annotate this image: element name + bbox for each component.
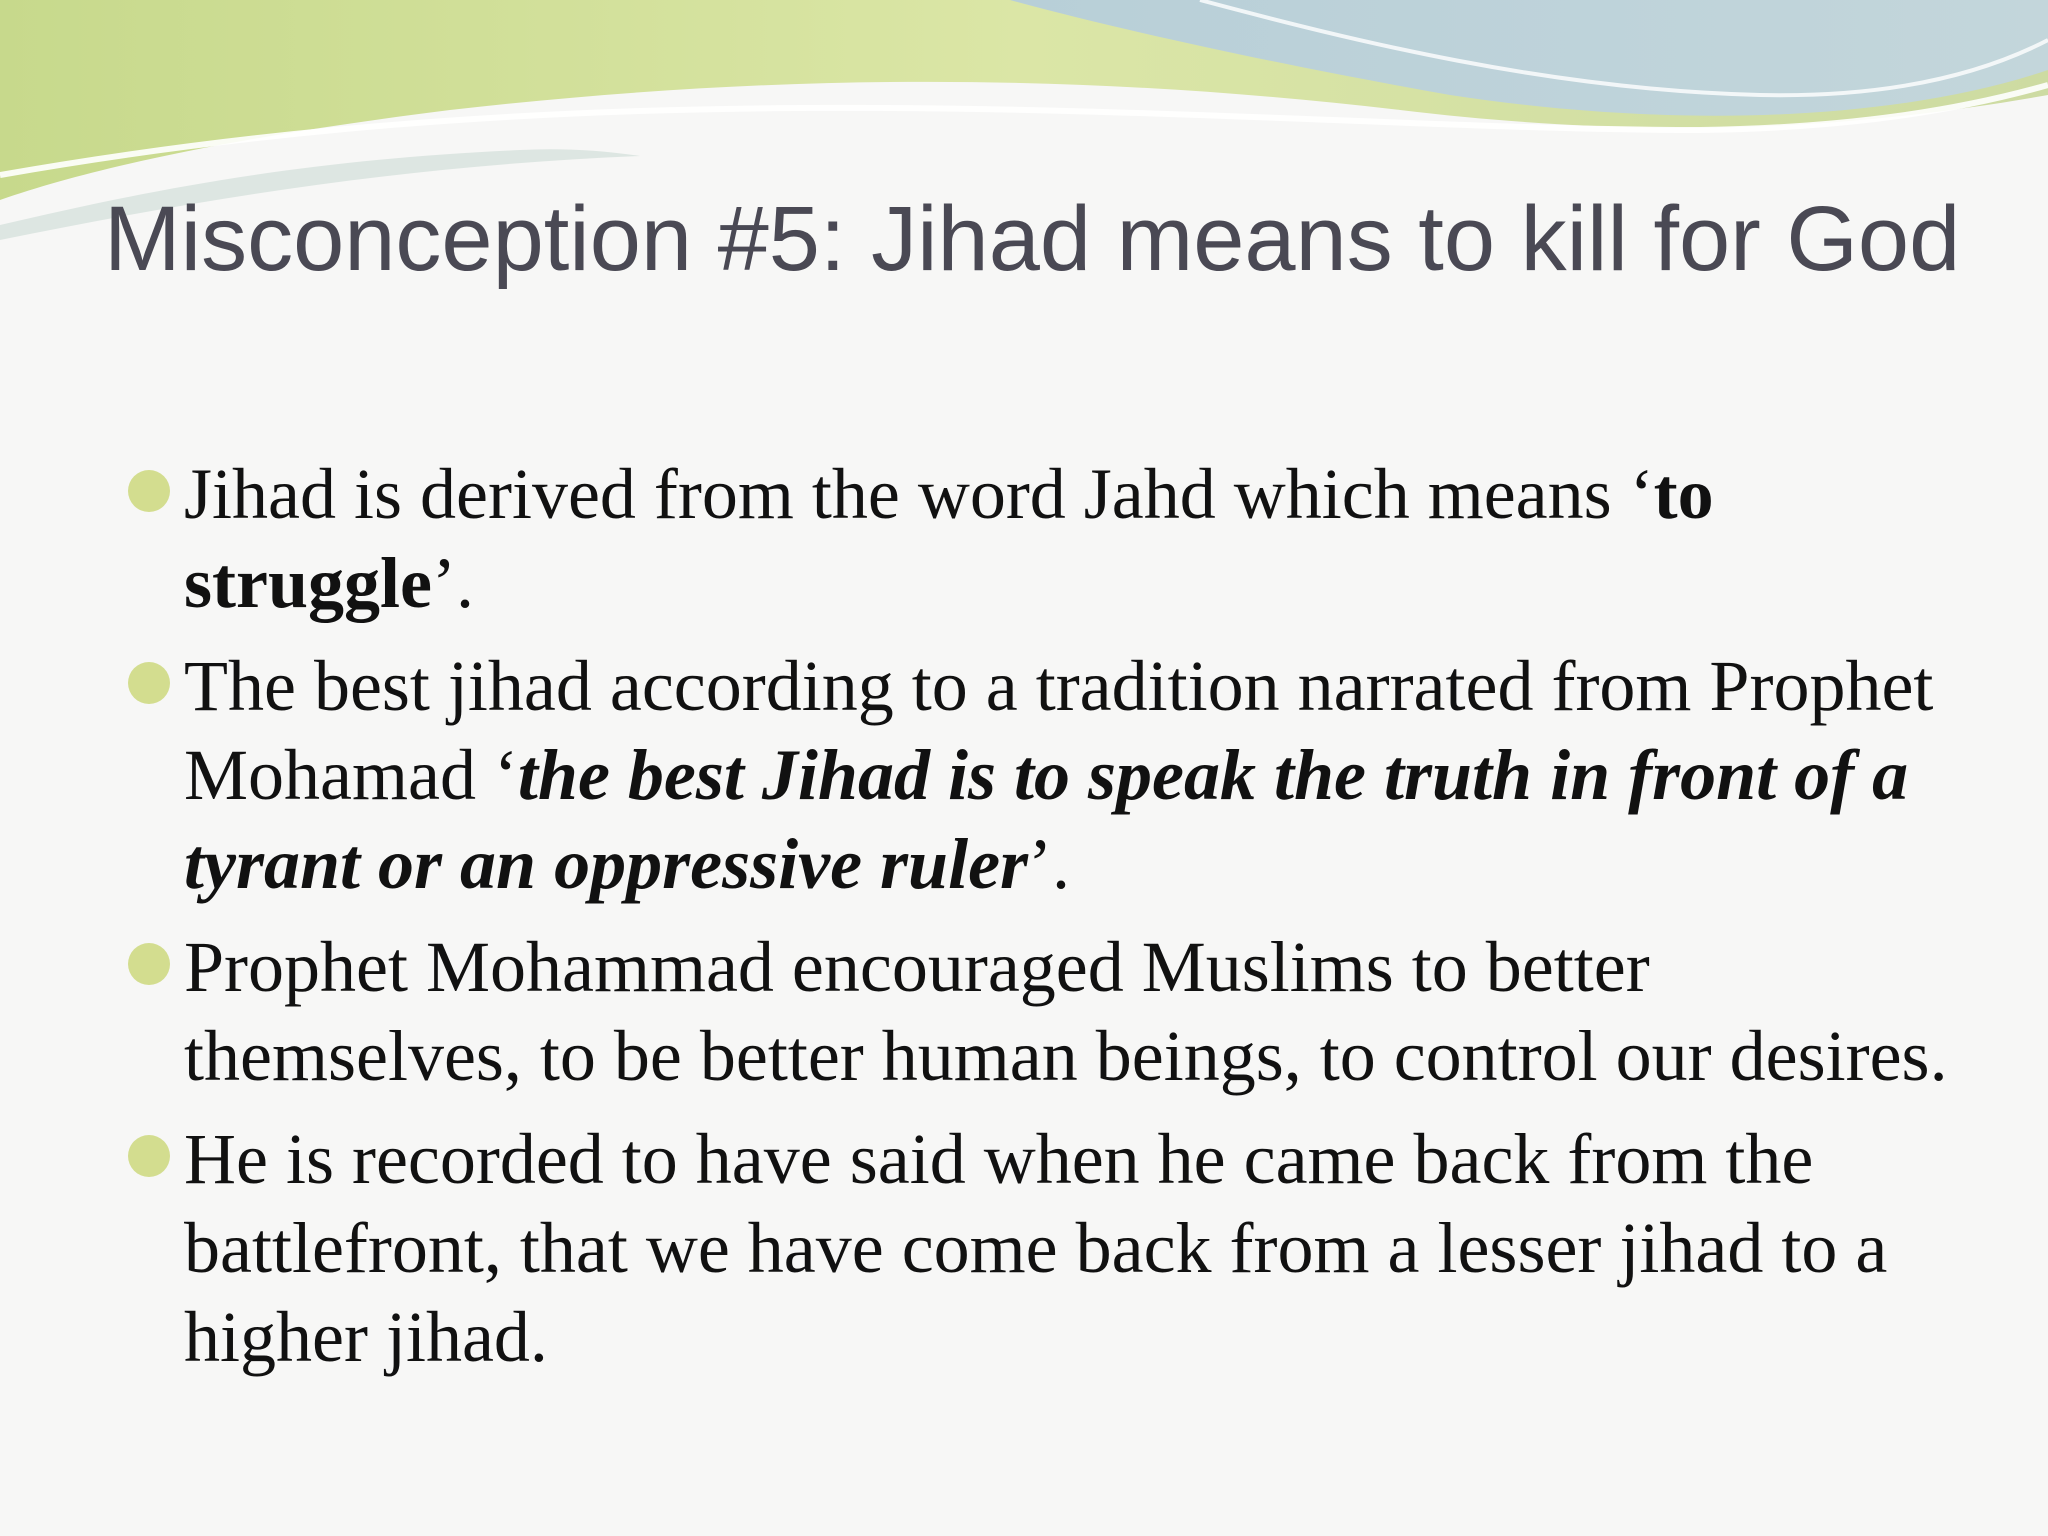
bullet-emphasis: to struggle — [184, 454, 1714, 623]
bullet-dot-icon — [128, 1135, 170, 1177]
bullet-item — [0, 642, 2048, 909]
bullet-item — [0, 450, 2048, 628]
bullet-quote: the best Jihad is to speak the truth in front of a tyrant or an oppressive ruler — [184, 735, 1909, 904]
bullet-text: Prophet Mohammad encouraged Muslims to better themselves, to be better human beings, to control our desires. — [184, 927, 1948, 1096]
bullet-dot-icon — [128, 943, 170, 985]
bullet-list — [0, 450, 2048, 1396]
bullet-text: The best jihad according to a tradition narrated from Prophet Mohamad ‘ — [184, 646, 1934, 815]
bullet-text: He is recorded to have said when he came back from the battlefront, that we have come back from a lesser jihad to a higher jihad. — [184, 1119, 1888, 1377]
bullet-item — [0, 923, 2048, 1101]
bullet-text-end: ’. — [1028, 824, 1071, 904]
bullet-dot-icon — [128, 470, 170, 512]
bullet-item — [0, 1115, 2048, 1382]
slide-title: Misconception #5: Jihad means to kill for God — [104, 188, 1961, 290]
bullet-dot-icon — [128, 662, 170, 704]
bullet-text-end: ’. — [431, 543, 474, 623]
bullet-text: Jihad is derived from the word Jahd which means ‘ — [184, 454, 1654, 534]
